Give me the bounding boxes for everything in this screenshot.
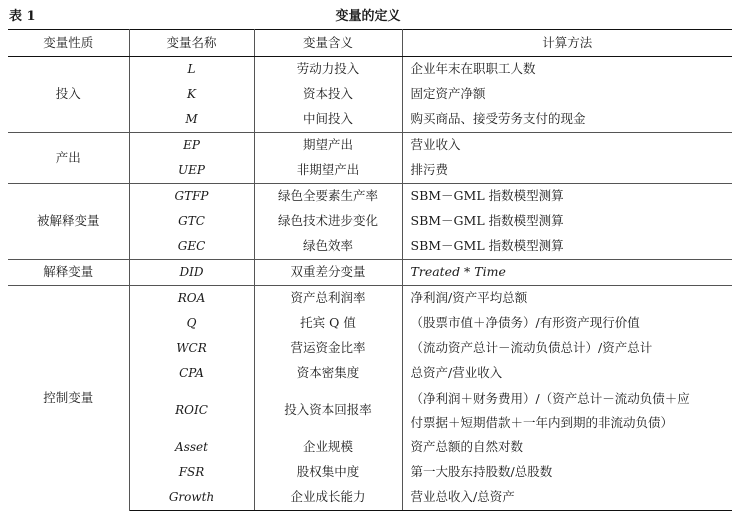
category-cell: 投入 (8, 57, 129, 133)
meaning-cell: 资本投入 (254, 82, 402, 107)
header-meaning: 变量含义 (254, 30, 402, 57)
symbol-cell: WCR (129, 336, 254, 361)
meaning-cell: 股权集中度 (254, 460, 402, 485)
method-cell: （流动资产总计－流动负债总计）/资产总计 (410, 340, 653, 356)
method-cell: Treated * Time (402, 260, 732, 286)
variable-definition-table (8, 29, 732, 511)
symbol-cell: Q (129, 311, 254, 336)
symbol-cell: FSR (129, 460, 254, 485)
table-row (8, 184, 732, 210)
header-category: 变量性质 (8, 30, 129, 57)
meaning-cell: 中间投入 (254, 107, 402, 133)
symbol-cell: DID (129, 260, 254, 286)
symbol-cell: L (129, 57, 254, 83)
method-cell: 总资产/营业收入 (410, 365, 503, 381)
meaning-cell: 资产总利润率 (254, 286, 402, 312)
meaning-cell: 企业成长能力 (254, 485, 402, 511)
method-cell: 购买商品、接受劳务支付的现金 (410, 111, 586, 127)
method-cell: SBM－GML 指数模型测算 (410, 238, 564, 254)
method-cell: SBM－GML 指数模型测算 (410, 213, 564, 229)
table-row (8, 133, 732, 159)
symbol-cell: ROIC (129, 386, 254, 435)
header-method: 计算方法 (402, 30, 732, 57)
method-cell: 净利润/资产平均总额 (402, 286, 732, 312)
symbol-cell: EP (129, 133, 254, 159)
meaning-cell: 双重差分变量 (254, 260, 402, 286)
method-cell: SBM－GML 指数模型测算 (402, 184, 732, 210)
method-cell (402, 386, 732, 435)
symbol-cell: GTC (129, 209, 254, 234)
symbol-cell: ROA (129, 286, 254, 312)
meaning-cell: 期望产出 (254, 133, 402, 159)
table-title: 变量的定义 (335, 9, 401, 24)
table-row (8, 57, 732, 83)
meaning-cell: 绿色效率 (254, 234, 402, 260)
meaning-cell: 托宾 Q 值 (254, 311, 402, 336)
table-row (8, 260, 732, 286)
table-label: 表 1 (9, 9, 36, 24)
category-cell: 被解释变量 (8, 184, 129, 260)
method-cell: （股票市值＋净债务）/有形资产现行价值 (410, 315, 640, 331)
method-cell: 营业收入 (402, 133, 732, 159)
meaning-cell: 绿色技术进步变化 (254, 209, 402, 234)
category-cell: 解释变量 (8, 260, 129, 286)
symbol-cell: Growth (129, 485, 254, 511)
method-cell: 固定资产净额 (410, 86, 486, 102)
symbol-cell: Asset (129, 435, 254, 460)
method-cell: 资产总额的自然对数 (410, 439, 524, 455)
symbol-cell: K (129, 82, 254, 107)
symbol-cell: GEC (129, 234, 254, 260)
method-line: （净利润＋财务费用）/（资产总计－流动负债＋应 (410, 390, 690, 406)
category-cell: 控制变量 (8, 286, 129, 511)
meaning-cell: 非期望产出 (254, 158, 402, 184)
method-cell: 第一大股东持股数/总股数 (410, 464, 553, 480)
header-symbol: 变量名称 (129, 30, 254, 57)
method-cell: 排污费 (410, 162, 449, 178)
method-cell: 营业总收入/总资产 (402, 485, 732, 511)
method-cell: 企业年末在职职工人数 (402, 57, 732, 83)
symbol-cell: GTFP (129, 184, 254, 210)
symbol-cell: CPA (129, 361, 254, 386)
symbol-cell: M (129, 107, 254, 133)
header-row (8, 30, 732, 57)
meaning-cell: 劳动力投入 (254, 57, 402, 83)
meaning-cell: 投入资本回报率 (254, 386, 402, 435)
symbol-cell: UEP (129, 158, 254, 184)
meaning-cell: 绿色全要素生产率 (254, 184, 402, 210)
category-cell: 产出 (8, 133, 129, 184)
method-line: 付票据＋短期借款＋一年内到期的非流动负债） (410, 414, 674, 430)
meaning-cell: 营运资金比率 (254, 336, 402, 361)
meaning-cell: 企业规模 (254, 435, 402, 460)
table-row (8, 286, 732, 312)
meaning-cell: 资本密集度 (254, 361, 402, 386)
